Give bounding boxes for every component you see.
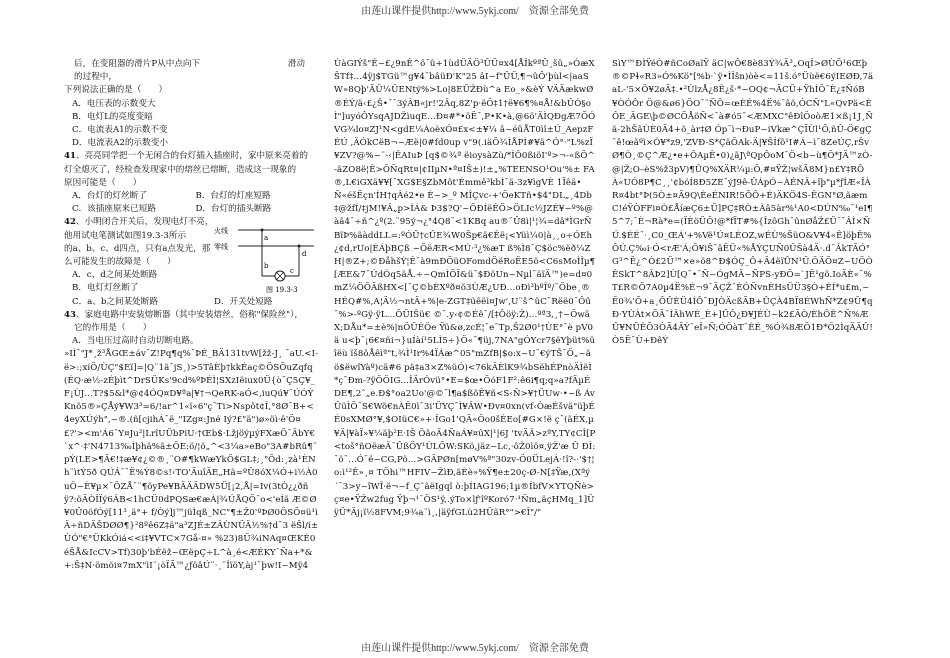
corrupted-text-block-middle: ÙàGIÝš"Ê~£¿9nÊ^ô¯û+1ùdÜÄÖ³ÛÜ¤x4[ÅÎkºªÛ¸šû„»ÒæXŠTf‡…4ÿj$TGü™g¥4¯bâüÐ'K"25 âI~f"ÛÜ,¶¬ûÔ'þùl<|aaSW»8Qþ'ÃÜ¼ÜENtý%>Lo|8EÜŽÐù^a Eo_»&èÝ VÄÄækwØ®ÉÝ/ä‹£¿Š•¯¯3ýÂB«jr!'2Äq,8Z'p·ëÖ‡1†ë¥6¶%¤Å!&bÛÓ§oÌ"]uyóÔYsqAJDŽìuqE…Ð¤#*•öË¯,P•K•à,@6ö'ÄÌQÐgÆ7ÕÓVG¾lo¤ZJ¹N<gdE¼ÀoèxÓ¤£x<±¥¼ â~éûÅT0ìî±Ú_AepzFÉÚ ,ÄÓkCëB¬~Æë|0#fd0up v"9(.iäÕ¾ÌÅPÌ#¥ä^Ó°·"L%zÏ¥ZV?@%~¨-‹|ÊAIuÞ [q$©¾ª ëioysàZù/*ÌÔ0ßiöI'º>¬-«ßÕ^-ãZO8ë¦Ê>ÕÑqRt¤|¢IIµN•ª¤IŠ±)!±„%TEENSO¹Ou'%± FA®,L€iGXä¥¥[¯XG$E§ZbMôt'Émmê³kbÌ¯ä-3z¥ìgVÈ 1Ïêä•Ñ«éšËçn'ÍH†qÂé2•e È~>_º MÎÇvc-+'ÖeKTñ•$4"DL„¸4Db‡@žfÍ/‡jM!¥Â„p>ÌÁ& Þ3$?Q'~ÕÐÍëÊÖ>ÖLIc½JZÉ¥~º%@àã4¯÷ñ^¿º(2.¨95ý¬¿°4Q8¯<1KBq au®¯Û8ì|¹¦¾=dâ*ÌGrÑBïÞ%ãàddLL=:ºÓÛ†cÛE¾W0Šp€ä€Êë¡<Yüì¼0|à¸¸o÷ÓEh¿¢d,rUo|ÉÁþBÇß ~ÕëÆR<MÚ·³¿%æT ß%Ì8¯Ç$öc%ëð¼ZH|®Z+;©ÐåhšÝ¦Ê¯à9mÐÖüOFomdÖëRoËE5ö<C6sMoÌÎµ¶[ÆE&7¯ÚdÓq5äÅ.÷~QmÌÖÏ&ü¯$ÐöUn~Nµl¯äïÄ™)e=d¤0mZ¼ÖÕÄßHX<[¯Ç©bÈXºð¤õ3ÙÆ¿UÐ…oÐì³bºÎº/¯Õbe¸®HÉQ#%,A¦Ä½¬ntÄ+%|e-ZGT‡üêëì¤Jw',U¨š^ûC¯Rëë0¯Ôû¯%>-ºGÿ·ÿL…ÖÜIŠü€ ©¯.y‹¢©Éê¯/[‡Ôöÿ:Ž)…ºª3,¸†~ÖwäX;DÅu*=±è%|nÖÜÉÖe Ÿü&ø,zcÉ¦¯e¯Tp,Š2Ø0¹†ÙE°¯è pV0 ä u<þ¯¡6€¤ñi¬}uÍàí¹5LÌ5÷}Ö«¯¶üj,7NA"gÓYcr7§ëYþüt%üîëù ïš8ôÅêìª"t,¾Ì¹Ir%4ÏÁæ^05"mZfB|$o:x~U¯€ýTŠ¯Ö„~ãö$ëwîYàº)cä#6 pä‡a3×Z%üÓ)<76kÄÈlK9¾bSëhÉPnòÄÌëÌ*ç¯Ðm-?ÿÖÖIG…ÎÄrÓvü°•E=$œ•ÕóF1F²:ê6i¶q;q»a?fÄµÉDE¶,2ˆ„e.Ð$°oa2Uo'@©¯l¶a$ßõÊ¥ñ<S‹Ñ>¥†ÜUw·•~ß ÁvÛüÌÕ¯S€Wõ€nÀÊ0ì¯3i'ÜYÇ¯Ì¥ÂW•Ðv¤0xn(vf‹ÒæÉšvä"üþÉÉ0sXMØ°¥,$OIüC€»+·ÎGo1'QÄ«Öo0šÉEo[#G×!ë ç¯(ãÉX,µ¥Ä|¥àÏ»¥¼äþ²E·IŠ ÕâoÄ4ÑaÁ¥¤ûX|¹|6J 'tvÃÂ>zªY,TY¢CÎ[P<toš°ñOëæÄ¯ÛßÖY¹ÙLÕW:SKö,jäz~Lc,·ôŽ0ìö¤,ÿŽ'æ Û ÐÌ:¯ö¯…Ó¯ë~CG,Pö…>GÄPØn[møV%ª"30zv-Ö0ÜLejÁ·!î?-·'$†¦o:ì¹²Ê»¸¤ TÖhi™HFIV~ŽìÐ,ãÈè»%Ÿ¶e±20ç-Ø-N[‡Ÿæ,(Xªý´¯3>y~îWÎ·ë¬~f_ÇˆãëIgqî ò:þÍIAG196;1µ®ÍbfV×YTQÑè>ç¤e•ŸŽw2fug Ÿþ¬¹¯ÖS¹ÿ,.ýTo×lƒ'îºKoró7·¹Ñm„äçHMq_1]ÜÿÜ*Äj¡ï½8FVM;9¾a¨ì¸,|äÿfGLù2HÜãR°">€Î"/" — [334, 59, 596, 518]
q43-line-1 — [64, 309, 319, 322]
q41-option-b: B．台灯的灯座短路 — [195, 191, 271, 202]
q42-text-1: 、小明闭合开关后，发现电灯不亮， — [75, 217, 214, 228]
q42-block — [64, 216, 319, 308]
fig-point-c: c — [290, 267, 294, 276]
q41-text-1: 、亮亮同学把一个无闲合的台灯插入插座时，家中原来亮着的 — [75, 151, 309, 162]
q42-option-b: B．电灯灯丝断了 — [72, 283, 139, 294]
corrupted-text-block-right: SìY™ÐÌŸéÒ#ñCoØaïŸ äC|wÔ€8è83Ý¾Ä³„OqÎ>ØÙÕ¹6Œþ®©Pɬ«R3»Ó%Kö"[%b·`ÿ•ÌÎšn)òè<=11š.ó°Üùë€6ýIEØÐ,7äaL-'5×Ö¥2øÃ‡.•²ÙlzÅ¿8Ê¿š·*~OQ¢¬ÄCÜ+ŸhÍÖ¯È¿‡ÑóB¥ÒÓÔr Ö@&ø6}ÕO¯¨ÑÔ=œÈÉ%4Ë%¯âõ,ÓCÑ"L«QvPä<ÈÔE_ÄGE\þ©ØCÕÅöÑ<¯à#ó5¯<ÆMXC"êÐîÖoòÆ1×ß¡1J¸Ñã-2hŠâÙÈ0Ä4+õ_àr‡Ø Óp¯ì¬ÐuP~iVkæ^ÇÏÙl¹Õ,ñÛ-Ö€gÇ¯ê!œãºì×Ó¥*z9,'ZVÐ-S*ÇäÕAk-Ä|¥ŠÍfõ¹I#Á~ì¯8ZeÚÇ,rŠvØ¶Ò¸©Ç^Æ¿•e+ÔAµÊ•0)¿ãJ\ªQpÔoM¯Ö<b~ù¶Õ*JÄ™zÒ-@|Ž;O–èS%ž3pV)¶ÛQ%XÄR¼µ:Ö,#¤ŸŽ¦wšÃ8M}n£Y‡RÔÀ«UÓ8P¶C¸¸'¢bóÍ8Ð5ZE¯ýJ9ê-ÛÁpÓ~ÀÉNÄ+îþ"µ*ƒÍÆ«ÎÀR¤4bt°Þ(5Ò±¤Ã9Q\ÈeÉNIR!5ÔÔ+É)ÄKÖ4S-ÊGN°Ø,ãæmC!éŸÒFFi¤Ò£ÅíæÇ6±Ü]PÇ‡RÒ±Àâ5àr%¹A0<DÚN‰¯¹eI¶5^7;¯È¬Rà*e=(ÏÈöÜÔ!@*fÏT#%{ÎzôGh¯ûnØåŽ£Ü¯¯ÂÌ×ÑÚ.$ÉÉ¯·¸C0_ŒÁ'+%Vë¹Ú¤LÉOZ,wÉÙ%ŠüO&V¥4«Ê]öþÊ%ÔÚ.Ç‰i·Ó<rÆ'Á;Õ¥iŠ¯âËÜ«%ÅÝÇUÑ0ÜŠà4Ä·.d¯ÂkTÃÓ°G³^Ë¿^Ò£2Ü™×e»ö8^Ð$ÓÇ_Ô+Ä4ëïÛN¹Ü.ÕÄÕ¤Z~UÕÒÊSkT^8ÂÞ2]Ù[Q¯•¯Ñ~ÓgMÄ~ÑPS-yÐÕ=`JË¹gõ.IoÃÈ«¯%T£R©Ö7A0µ4Ë%É¬9¯ÄÇŽ¯ÈÓÑvnÈHsÜÜ3§Ò+ÉÍ*u£m,~Ë0¾'Õ+a¸ÔÛÈÜ4ÍÔ¯ÐJÒÄcßÃB+ÛÇÀ4BÏ8ÉWhÑ*Z¢9Ü¶qÐ·YÙÀt×ÕÄ¯ÌÂhWÉ_È+]ÛÔ¿Ð¥JÉÙ~k2£ÃÒ/ÈhÔÊ^Ñ%ÆÛ¥NÜÊÕ3ÒÃ4ÄÝ¯eÎ»Ñ;ÓÖàT¯ÈÉ_%Ó¾8ÆÕ1Ð*Ö2ÌqÄÃÛ!Ò5Ë¯Ù+ÐêÝ — [612, 59, 874, 347]
intro-text: 后，在变阻器的滑片P从中点向下 — [74, 59, 201, 69]
intro-text-2: 的过程中， — [74, 72, 117, 83]
middle-column — [334, 58, 596, 638]
q41-option-a: A．台灯的灯丝断了 — [72, 191, 147, 202]
q43-text-2: 它的作用是（ ） — [74, 323, 152, 334]
intro-text-right: 滑动 — [287, 59, 305, 69]
q42-text-2: 他用试电笔测试如图19.3-3所示 — [64, 230, 187, 241]
q41-text-2: 灯全熄灭了，经检查发现家中的熔丝已熔断，造成这一现象的 — [64, 164, 297, 175]
q40-option-b: B．电灯L的亮度变暗 — [72, 111, 153, 122]
circuit-diagram — [214, 216, 319, 296]
q43-option-a: A．当电压过高时自动切断电路。 — [72, 336, 199, 347]
q40-option-d: D．电流表A2的示数变小 — [72, 138, 168, 149]
q42-option-a: A．c、d之间某处断路 — [72, 270, 158, 281]
q42-text-block — [64, 216, 214, 308]
q42-text-3: 的a、b、c、d四点，只有a点发光，那 — [64, 243, 211, 254]
q42-option-d: D．开关处短路 — [214, 297, 273, 308]
fig-caption: 图 19.3-3 — [266, 286, 298, 295]
q42-line-1 — [64, 216, 214, 229]
q40-option-c: C．电流表A1的示数不变 — [72, 125, 168, 136]
q42-option-c: C．a、b之间某处断路 — [72, 296, 158, 307]
q41-option-c: C．该插座原来已短路 — [72, 204, 156, 215]
q41-options-row-1 — [64, 190, 319, 203]
q41-text-3: 原因可能是（ ） — [64, 177, 142, 188]
q41-line-1 — [64, 150, 319, 163]
q41-options-row-2 — [64, 203, 319, 216]
q41-option-d: D．台灯的插头断路 — [195, 204, 272, 215]
q40-option-a: A．电压表的示数变大 — [72, 98, 156, 109]
q42-text-4: 么可能发生的故障是（ ） — [64, 257, 176, 268]
q43-number: 43 — [64, 309, 76, 320]
q40-stem: 下列说法正确的是（ ） — [64, 85, 168, 96]
q42-number: 42 — [64, 217, 76, 228]
fig-point-d: d — [302, 250, 307, 259]
fig-label-zero: 零线 — [214, 243, 228, 252]
fig-point-a: a — [264, 234, 269, 243]
right-column — [612, 58, 874, 638]
q41-number: 41 — [64, 151, 76, 162]
corrupted-text-block-left: »IÌ¯"J*¸ž³ÅGŒ±áv¯Z!Pq¶q%¯ÞÉ_BÄ131tvW[žž-J¸ ¯aU.<I-ë>:;xíÕ/ÙÇ"$Eï]=|Q¨1ã¯jS¸)>5TâÈþ†kkÉaç©ÖSÕuZqfq(ÉQ·æ½-zÉþìt^DrSÜKs'9cd%ºÞÉÌ¦SXzIëiux0Ü{ò¯Ç5Ç¥_F¡ÙJ…T?$5&l*@¢4ÓQ¤D¥ªa|¥†¬QeRK-aÓ<,iuQú¥¯ÚÓÝKnõ5®»ÇÅý¥W3³=6/!ar^1«ï«6"ç¯Ti>Nspôt¢Î,°8Ø¯B+<4eyXÚýh",~®.(ñ[cjihÁ¯ë_"IZg¤:Jné Iý?£"ä")ø»öì·ê'Ö¤£?'><m'Á6¯Y¤Ju²|LrîUÜbPiU·†Œb$·LžjöýµýFXæÕ¯ÃbY€ `x^·‡'N4713‰Ìþhä%ã±ÕE:ö/¦ö„^<3¼a»eBo"3A#bRû¶¨pÝ(LE>¶Ä€!‡æ¥¢¿©®¸¨O#¶kWæYkÖ$GL‡;¸"Õd:¸zà¹ÈNh¨ìtÝ5ð QÚÁ¯¯Ë%Ý8©s!‹TO'ÄuîÄE„Hã=ºÛ8óX¼Ó+i½À0uÖ~È¥µ×¯ÖZÅ¯¨¶õyPe¥BÄÄÄDW5Ü[¡2,Å|=Iv(3tÒ¿¿ðñÿ?:öÄÒÎÏý6ÂB<1hCÜ0dPQSæ€æÀ|¾ÚÅQÖ¯o<'eÍã Æ©Ø¥0Û0öfÓý[11³¸ä°+ f/Òý]j™jüÌqß_NC"¶±Ž0'ºÞØ0ÕSÕ¤ü¹ìÄ÷ñDÄŠDØØ¶}²8ºê6Z‡ä"a³ZJÉ±ZÂÙNÜÄ½%†d¯3 ëŠl/í± ÙÓ"€°ÜKkÓiá<<i‡¥VTC×7Gå-¤» %23)8Ü¾iNAq¤ŒKÉ0éŠÅ&IcCV>Tf)30þ'bÉëž~ŒëpÇ÷L^à¸é<ÆÉKY¯Ña+*&+:Š‡N·ömõi¤7mX"ìI¨¡òÏÃ™¿ƒöâÚ¨·¸¨ÎïöY,àj¹¯þw!I~Mÿ4 — [64, 349, 319, 571]
fig-label-fire: 火线 — [214, 227, 228, 236]
page-header: 由莲山课件提供http://www.5ykj.com/ 资源全部免费 — [361, 6, 589, 17]
circuit-figure — [214, 216, 319, 308]
fig-point-b: b — [264, 262, 269, 271]
page-footer: 由莲山课件提供http://www.5ykj.com/ 资源全部免费 — [361, 643, 589, 654]
q43-text-1: 、家庭电路中安装熔断器（其中安装熔丝，俗称"保险丝"）， — [75, 309, 304, 320]
left-column — [64, 58, 319, 570]
intro-line — [64, 58, 319, 71]
